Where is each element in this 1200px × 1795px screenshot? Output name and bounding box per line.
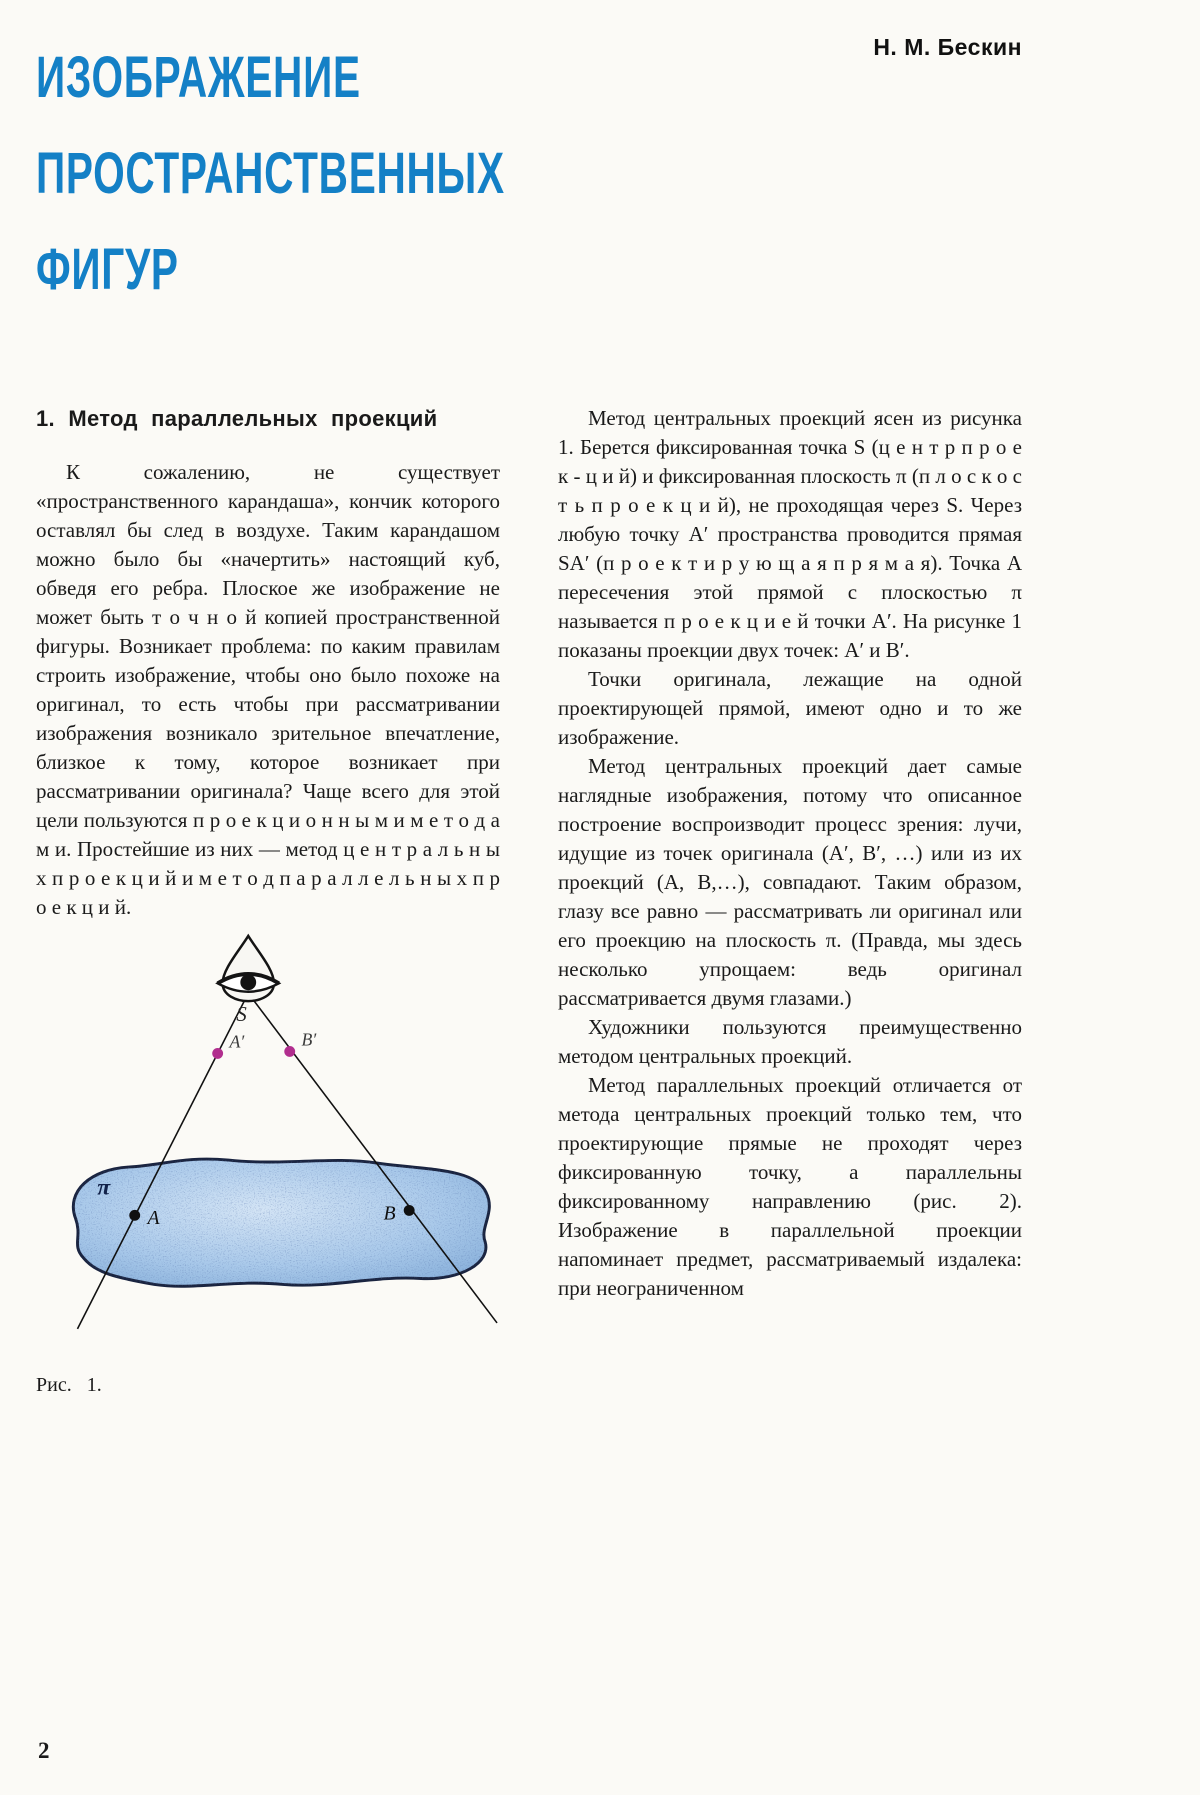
point-a <box>129 1210 140 1221</box>
figure-1 <box>36 932 500 1400</box>
page-header <box>36 30 1022 318</box>
article-title <box>36 30 1022 318</box>
page-number: 2 <box>38 1738 50 1763</box>
article-title-line-3: ФИГУР <box>36 237 179 302</box>
author-name: Н. М. Бескин <box>873 34 1022 60</box>
body-paragraph: Художники пользуются преимущественно методом центральных проекций. <box>558 1015 1022 1068</box>
figure-caption: Рис. 1. <box>36 1373 102 1396</box>
projection-plane <box>73 1159 489 1286</box>
body-paragraph: Метод центральных проекций дает самые наглядные изображения, потому что описанное построение воспроизводит процесс зрения: лучи, идущие из точек оригинала (A′, B′, …) или из их проекций (A, B,…), совпадают. Таким образом, глазу все равно — рассматривать ли оригинал или его проекцию на плоскость π. (Правда, мы здесь несколько упрощаем: ведь оригинал рассматривается двумя глазами.) <box>558 754 1022 1010</box>
article-title-line-2: ПРОСТРАНСТВЕННЫХ <box>36 141 505 206</box>
point-a-prime <box>212 1048 223 1059</box>
label-s: S <box>236 1003 247 1026</box>
body-paragraph: Метод центральных проекций ясен из рисунка 1. Берется фиксированная точка S (ц е н т р п р о е к - ц и й) и фиксированная плоскость π (п л о с к о с т ь п р о е к ц и й), не проходящая через S. Через любую точку A′ пространства проводится прямая SA′ (п р о е к т и р у ю щ а я п р я м а я). Точка A пересечения этой прямой с плоскостью π называется п р о е к ц и е й точки A′. На рисунке 1 показаны проекции двух точек: A′ и B′. <box>558 406 1022 662</box>
label-a-prime: A′ <box>229 1031 245 1052</box>
point-b <box>404 1205 415 1216</box>
eye-icon <box>218 936 279 1001</box>
body-paragraph: Точки оригинала, лежащие на одной проектирующей прямой, имеют одно и то же изображение. <box>558 667 1022 749</box>
body-paragraph: Метод параллельных проекций отличается от метода центральных проекций только тем, что проектирующие прямые не проходят через фиксированную точку, а параллельны фиксированному направлению (рис. 2). Изображение в параллельной проекции напоминает предмет, рассматриваемый издалека: при неограниченном <box>558 1073 1022 1300</box>
body-paragraph: К сожалению, не существует «пространственного карандаша», кончик которого оставлял бы след в воздухе. Таким карандашом можно было бы «начертить» настоящий куб, обведя его ребра. Плоское же изображение не может быть т о ч н о й копией пространственной фигуры. Возникает проблема: по каким правилам строить изображение, чтобы оно было похоже на оригинал, то есть чтобы при рассматривании изображения возникало зрительное впечатление, близкое к тому, которое возникает при рассматривании оригинала? Чаще всего для этой цели пользуются п р о е к ц и о н н ы м и м е т о д а м и. Простейшие из них — метод ц е н т р а л ь н ы х п р о е к ц и й и м е т о д п а р а л л е л ь н ы х п р о е к ц и й. <box>36 460 500 919</box>
left-column <box>36 404 500 1400</box>
central-projection-diagram <box>36 932 500 1347</box>
right-column <box>558 404 1022 1400</box>
section-heading: 1. Метод параллельных проекций <box>36 406 438 431</box>
label-b: B <box>383 1202 396 1225</box>
label-pi: π <box>97 1174 111 1201</box>
plane-texture <box>73 1159 489 1286</box>
label-a: A <box>147 1207 160 1230</box>
point-b-prime <box>284 1046 295 1057</box>
two-column-layout <box>36 404 1022 1400</box>
label-b-prime: B′ <box>301 1029 317 1050</box>
article-title-line-1: ИЗОБРАЖЕНИЕ <box>36 45 361 110</box>
